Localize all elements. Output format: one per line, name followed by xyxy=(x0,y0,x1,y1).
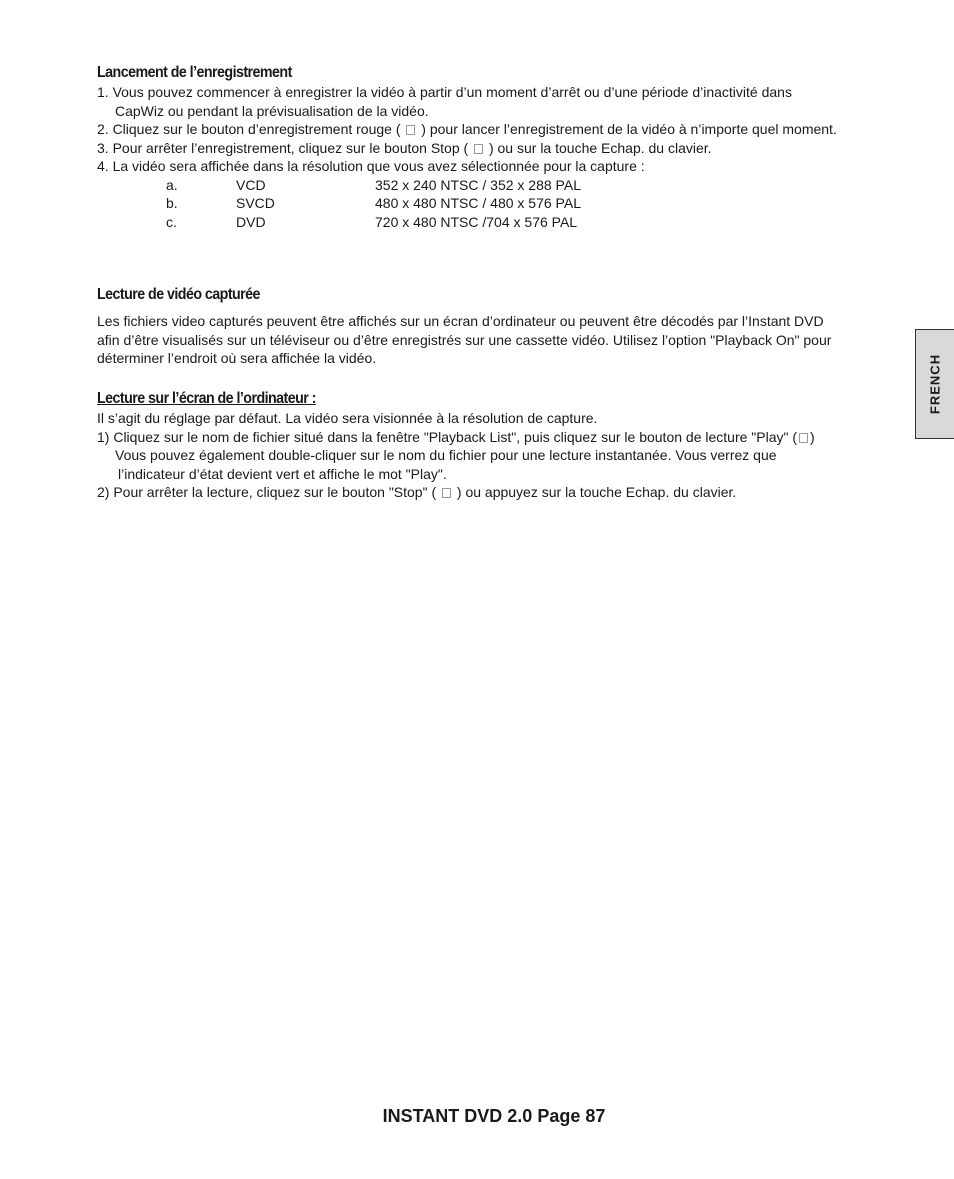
list-item-4: 4. La vidéo sera affichée dans la résolution que vous avez sélectionnée pour la capture : xyxy=(97,158,645,174)
text: 2. Cliquez sur le bouton d’enregistrement rouge ( xyxy=(97,121,401,137)
table-row xyxy=(166,194,581,213)
paragraph-line: afin d’être visualisés sur un téléviseur ou d’être enregistrés sur une cassette vidéo. Utilisez l’option "Playback On" pour xyxy=(97,331,832,348)
section-recording-start xyxy=(97,63,837,231)
text: ) pour lancer l’enregistrement de la vidéo à n’importe quel moment. xyxy=(421,121,837,137)
list-item-1-cont: l’indicateur d’état devient vert et affiche le mot "Play". xyxy=(118,465,447,482)
language-side-tab xyxy=(915,329,954,439)
record-button-icon xyxy=(406,125,415,135)
row-value: 720 x 480 NTSC /704 x 576 PAL xyxy=(375,213,578,230)
play-button-icon xyxy=(799,433,808,443)
text: ) ou sur la touche Echap. du clavier. xyxy=(488,139,712,156)
resolution-table xyxy=(166,176,581,232)
section-computer-playback xyxy=(97,389,897,502)
section-heading: Lancement de l’enregistrement xyxy=(97,64,292,81)
list-item-1-cont: Vous pouvez également double-cliquer sur le nom du fichier pour une lecture instantanée. Vous verrez que xyxy=(115,447,777,463)
list-item-3 xyxy=(97,139,837,158)
row-format: VCD xyxy=(236,176,266,193)
list-item-1-cont: CapWiz ou pendant la prévisualisation de la vidéo. xyxy=(115,102,429,119)
text: 1. Vous pouvez commencer à enregistrer la vidéo à partir d’un moment d’arrêt ou d’une période d’inactivité dans xyxy=(97,84,792,100)
table-row xyxy=(166,176,581,195)
page-footer: INSTANT DVD 2.0 Page 87 xyxy=(382,1106,606,1126)
row-letter: c. xyxy=(166,213,177,230)
stop-button-icon xyxy=(442,488,451,498)
paragraph-line: Les fichiers video capturés peuvent être affichés sur un écran d’ordinateur ou peuvent être décodés par l’Instant DVD xyxy=(97,313,824,329)
text: ) ou appuyez sur la touche Echap. du clavier. xyxy=(456,484,737,500)
row-letter: a. xyxy=(166,176,178,193)
text: 3. Pour arrêter l’enregistrement, cliquez sur le bouton Stop ( xyxy=(97,139,469,156)
paragraph-line: déterminer l’endroit où sera affichée la vidéo. xyxy=(97,350,377,366)
section-heading: Lecture de vidéo capturée xyxy=(97,286,260,303)
row-format: SVCD xyxy=(236,195,275,211)
section-captured-playback xyxy=(97,285,897,368)
table-row xyxy=(166,213,581,232)
side-tab-label: FRENCH xyxy=(927,353,943,415)
stop-button-icon xyxy=(474,144,483,154)
list-item-1 xyxy=(97,428,897,447)
section-heading: Lecture sur l’écran de l’ordinateur : xyxy=(97,390,316,407)
row-value: 480 x 480 NTSC / 480 x 576 PAL xyxy=(375,195,581,211)
row-format: DVD xyxy=(236,213,266,230)
text: 1) Cliquez sur le nom de fichier situé dans la fenêtre "Playback List", puis cliquez sur le bouton de lecture "Play" ( xyxy=(97,428,798,445)
list-item-2 xyxy=(97,483,897,502)
row-value: 352 x 240 NTSC / 352 x 288 PAL xyxy=(375,176,581,193)
list-item-2 xyxy=(97,120,837,139)
list-item-1 xyxy=(97,83,837,102)
text: 2) Pour arrêter la lecture, cliquez sur le bouton "Stop" ( xyxy=(97,484,437,500)
text: ) xyxy=(810,428,815,445)
row-letter: b. xyxy=(166,195,178,211)
paragraph-line: Il s’agit du réglage par défaut. La vidéo sera visionnée à la résolution de capture. xyxy=(97,410,598,426)
